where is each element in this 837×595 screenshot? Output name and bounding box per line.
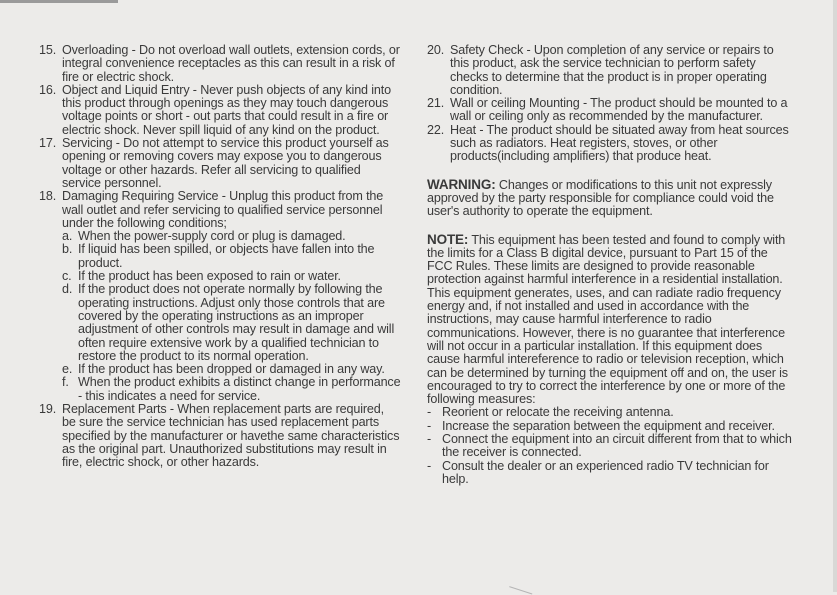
warning-paragraph bbox=[427, 178, 795, 219]
list-item-20 bbox=[427, 44, 795, 97]
item-number: 18. bbox=[39, 189, 57, 204]
measure-text: Connect the equipment into an circuit different from that to which the receiver is connected. bbox=[442, 432, 792, 460]
sub-item-letter: f. bbox=[62, 375, 69, 390]
list-item-17 bbox=[39, 137, 401, 190]
list-item-18 bbox=[39, 190, 401, 230]
item-text: Damaging Requiring Service - Unplug this product from the wall outlet and refer servicing to qualified service personnel under the following conditions; bbox=[62, 189, 384, 230]
item-text: Servicing - Do not attempt to service this product yourself as opening or removing covers may expose you to dangerous voltage or other hazards. Refer all servicing to qualified service personnel. bbox=[62, 136, 389, 190]
sub-item-f bbox=[62, 376, 401, 403]
top-rule bbox=[0, 0, 118, 3]
warning-text: Changes or modifications to this unit not expressly approved by the party responsible for compliance could void the user's authority to operate the equipment. bbox=[427, 177, 774, 219]
item-number: 21. bbox=[427, 96, 445, 111]
item-text: Overloading - Do not overload wall outlets, extension cords, or integral convenience receptacles as this can result in a risk of fire or electric shock. bbox=[62, 43, 400, 84]
page-edge bbox=[833, 0, 837, 592]
item-number: 17. bbox=[39, 136, 57, 151]
dash-bullet: - bbox=[427, 432, 432, 447]
item-text: Heat - The product should be situated away from heat sources such as radiators. Heat registers, stoves, or other products(including amplifiers) that produce heat. bbox=[450, 122, 789, 164]
sub-item-text: When the product exhibits a distinct change in performance - this indicates a need for service. bbox=[78, 375, 401, 403]
sub-item-b bbox=[62, 243, 401, 270]
right-column bbox=[427, 44, 795, 486]
item-text: Safety Check - Upon completion of any service or repairs to this product, ask the service technician to perform safety checks to determine that the product is in proper operating condition. bbox=[450, 43, 774, 97]
sub-item-text: If the product has been dropped or damaged in any way. bbox=[78, 362, 385, 377]
paper-crease-mark bbox=[509, 579, 535, 595]
sub-item-letter: c. bbox=[62, 269, 72, 284]
item-number: 16. bbox=[39, 82, 57, 97]
list-item-15 bbox=[39, 44, 401, 84]
sub-item-letter: a. bbox=[62, 229, 73, 244]
sub-item-e bbox=[62, 363, 401, 376]
sub-item-a bbox=[62, 230, 401, 243]
measure-text: Consult the dealer or an experienced radio TV technician for help. bbox=[442, 458, 769, 486]
sub-item-text: If the product has been exposed to rain or water. bbox=[78, 269, 341, 284]
left-column bbox=[39, 44, 401, 470]
sub-item-text: When the power-supply cord or plug is damaged. bbox=[78, 229, 346, 244]
measure-item bbox=[427, 433, 795, 460]
item-text: Wall or ceiling Mounting - The product should be mounted to a wall or ceiling only as recommended by the manufacturer. bbox=[450, 96, 788, 124]
sub-item-letter: e. bbox=[62, 362, 73, 377]
sub-item-d bbox=[62, 283, 401, 363]
sub-item-c bbox=[62, 270, 401, 283]
sub-item-letter: b. bbox=[62, 242, 73, 257]
item-text: Replacement Parts - When replacement parts are required, be sure the service technician has used replacement parts specified by the manufacturer or havethe same characteristics as the original part. Unauthorized substitutions may result in fire, electric shock, or other hazards. bbox=[62, 402, 400, 470]
dash-bullet: - bbox=[427, 418, 432, 433]
item-number: 19. bbox=[39, 402, 57, 417]
item-text: Object and Liquid Entry - Never push objects of any kind into this product through openings as they may touch dangerous voltage points or short - out parts that could result in a fire or electric shock. Never spill liquid of any kind on the product. bbox=[62, 82, 391, 137]
item-number: 22. bbox=[427, 122, 445, 137]
measure-item bbox=[427, 406, 795, 419]
measure-text: Increase the separation between the equipment and receiver. bbox=[442, 418, 775, 433]
measure-item bbox=[427, 460, 795, 487]
sub-item-text: If the product does not operate normally by following the operating instructions. Adjust only those controls that are covered by the operating instructions as an improper adjustment of other controls may result in damage and will often require extensive work by a qualified technician to restore the product to its normal operation. bbox=[78, 282, 395, 363]
measure-item bbox=[427, 420, 795, 433]
sub-item-text: If liquid has been spilled, or objects have fallen into the product. bbox=[78, 242, 375, 270]
dash-bullet: - bbox=[427, 405, 432, 420]
item-number: 20. bbox=[427, 43, 445, 57]
note-label: NOTE: bbox=[427, 231, 469, 247]
list-item-16 bbox=[39, 84, 401, 137]
item-number: 15. bbox=[39, 43, 57, 57]
list-item-21 bbox=[427, 97, 795, 124]
sub-item-letter: d. bbox=[62, 282, 73, 297]
dash-bullet: - bbox=[427, 458, 432, 473]
list-item-19 bbox=[39, 403, 401, 469]
note-paragraph bbox=[427, 233, 795, 407]
measure-text: Reorient or relocate the receiving antenna. bbox=[442, 405, 674, 420]
note-text: This equipment has been tested and found to comply with the limits for a Class B digital device, pursuant to Part 15 of the FCC Rules. These limits are designed to provide reasonable protection against harmful interference in a residential installation. This equipment generates, uses, and can radiate radio frequency energy and, if not installed and used in accordance with the instructions, may cause harmful interference to radio communications. However, there is no guarantee that interference will not occur in a particular installation. If this equipment does cause harmful intereference to radio or television reception, which can be determined by turning the equipment off and on, the user is encouraged to try to correct the interference by one or more of the following measures: bbox=[427, 232, 788, 407]
warning-label: WARNING: bbox=[427, 176, 496, 192]
list-item-22 bbox=[427, 124, 795, 164]
